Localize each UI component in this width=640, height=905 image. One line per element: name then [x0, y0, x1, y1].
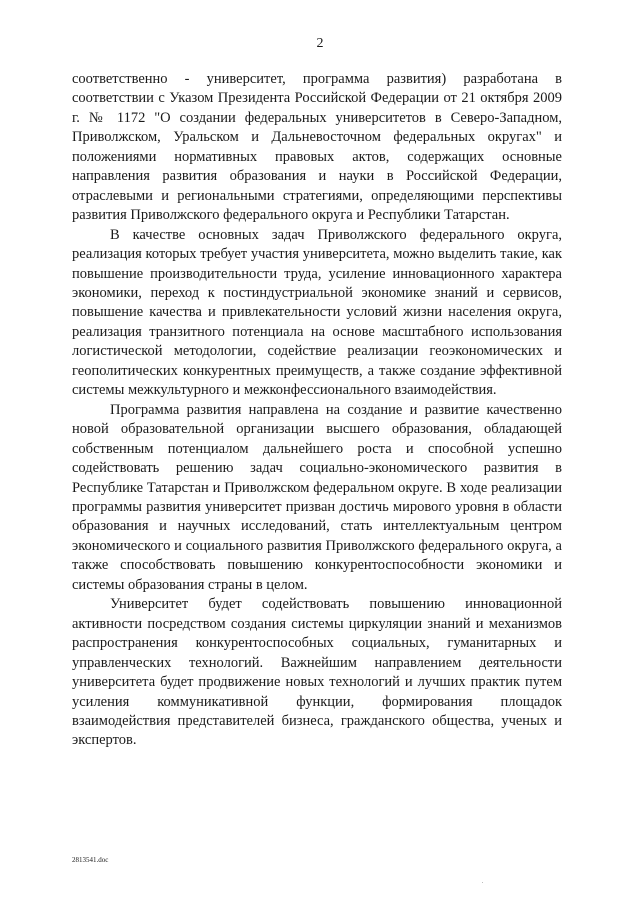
document-file-code: 2813541.doc — [72, 856, 109, 864]
scan-speck — [482, 882, 483, 883]
paragraph-1: соответственно - университет, программа развития) разработана в соответствии с Указом Президента Российской Федерации от 21 октября 2009 г. № 1172 "О создании федеральных университетов в Северо-Западном, Приволжском, Уральском и Дальневосточном федеральных округах" и положениями нормативных правовых актов, содержащих основные направления развития образования и науки в Российской Федерации, отраслевыми и региональными стратегиями, определяющими перспективы развития Приволжского федерального округа и Республики Татарстан. — [72, 71, 562, 224]
paragraph-3: Программа развития направлена на создание и развитие качественно новой образовательной организации высшего образования, обладающей собственным потенциалом дальнейшего роста и способной успешно содействовать решению задач социально-экономического развития в Республике Татарстан и Приволжском федеральном округе. В ходе реализации программы развития университет призван достичь мирового уровня в области образования и научных исследований, стать интеллектуальным центром экономического и социального развития Приволжского федерального округа, а также способствовать повышению конкурентоспособности экономики и системы образования страны в целом. — [72, 401, 562, 593]
page-number: 2 — [316, 36, 324, 51]
paragraph-2: В качестве основных задач Приволжского федерального округа, реализация которых требует участия университета, можно выделить такие, как повышение производительности труда, усиление инновационного характера экономики, переход к постиндустриальной экономике знаний и сервисов, повышение качества и привлекательности условий жизни населения округа, реализация транзитного потенциала на основе масштабного использования логистической методологии, содействие реализации геоэкономических и геополитических конкурентных преимуществ, а также создание эффективной системы межкультурного и межконфессионального взаимодействия. — [72, 226, 562, 399]
document-body — [72, 70, 562, 751]
paragraph-4: Университет будет содействовать повышению инновационной активности посредством создания системы циркуляции знаний и механизмов распространения конкурентоспособных социальных, гуманитарных и управленческих технологий. Важнейшим направлением деятельности университета будет продвижение новых технологий и лучших практик путем усиления коммуникативной функции, формирования площадок взаимодействия представителей бизнеса, гражданского общества, ученых и экспертов. — [72, 596, 562, 749]
